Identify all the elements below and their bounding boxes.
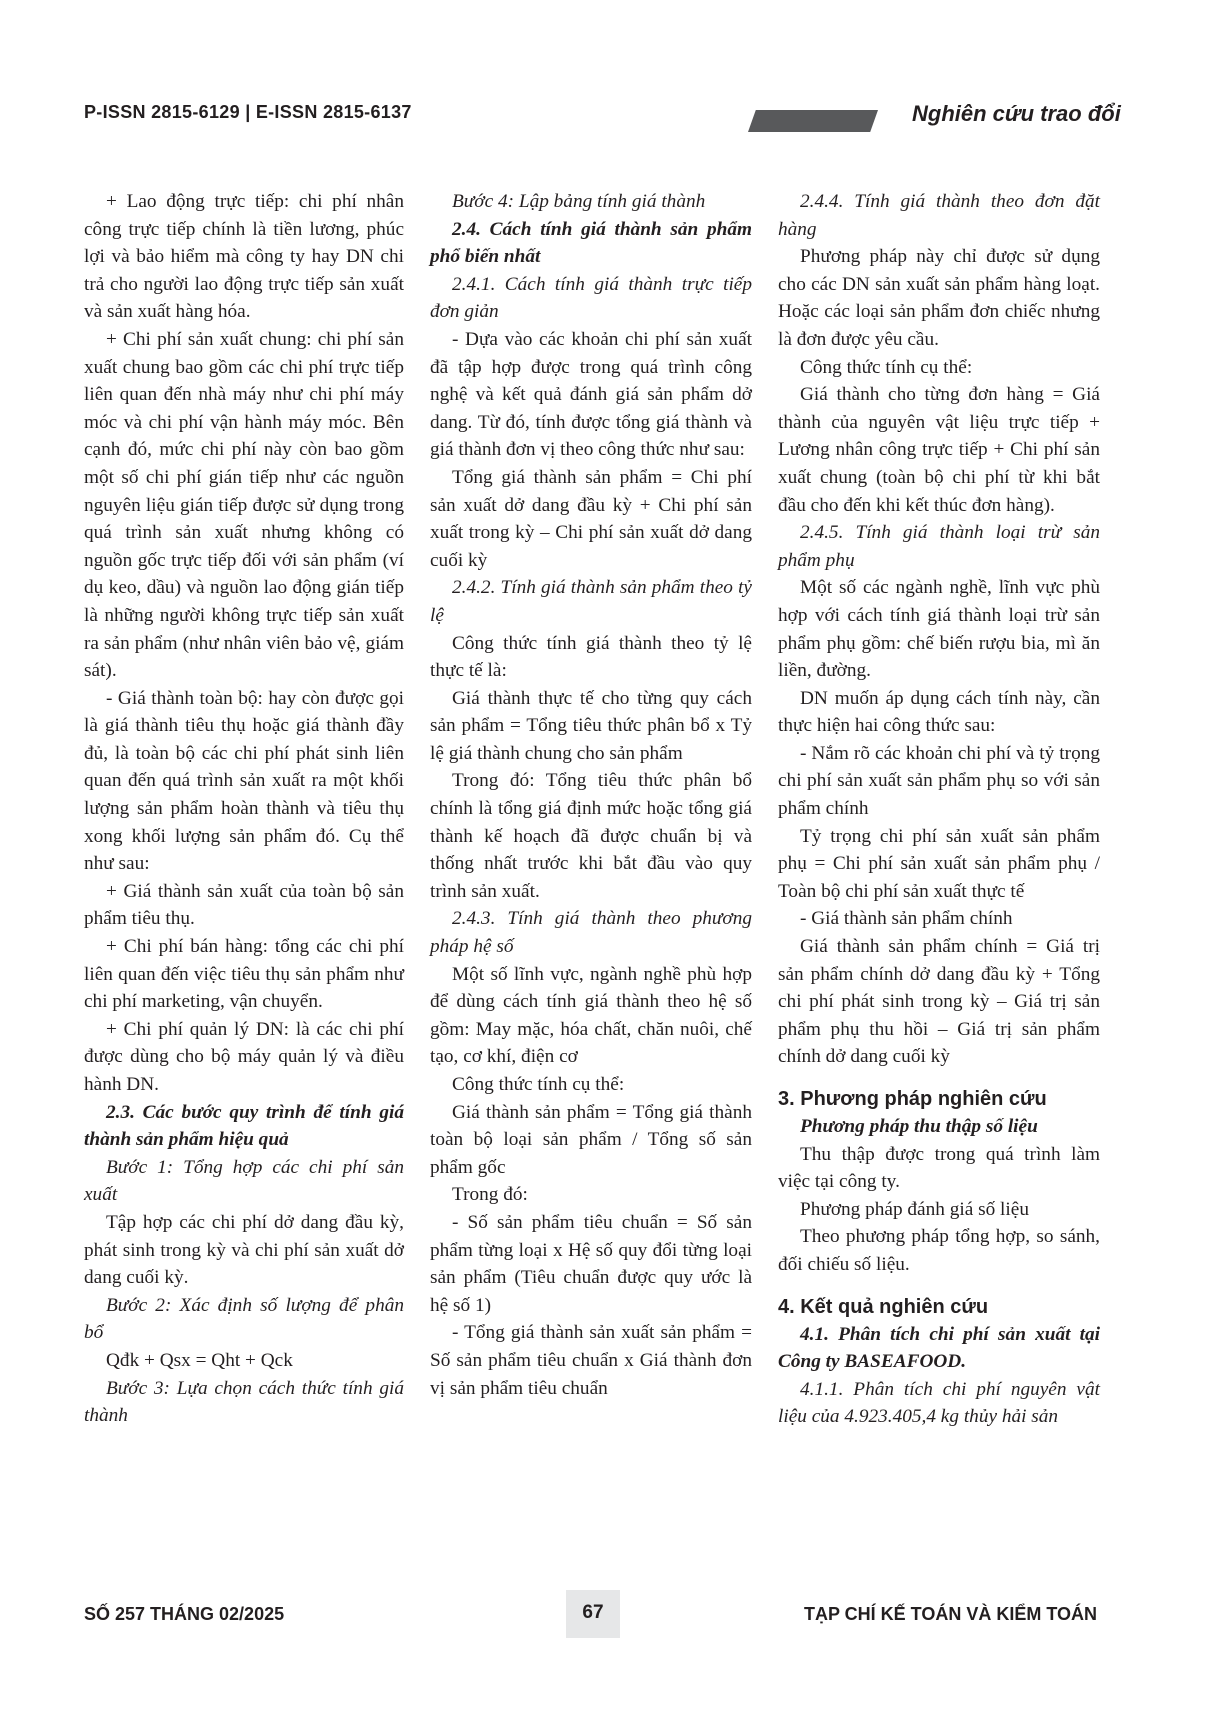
- column-2: [430, 188, 752, 1402]
- subheading-4-1-1: 4.1.1. Phân tích chi phí nguyên vật liệu của 4.923.405,4 kg thủy hải sản: [778, 1378, 1100, 1428]
- formula: Tỷ trọng chi phí sản xuất sản phẩm phụ = Chi phí sản xuất sản phẩm phụ / Toàn bộ chi phí sản xuất thực tế: [778, 825, 1100, 902]
- formula: Qđk + Qsx = Qht + Qck: [106, 1349, 293, 1371]
- paragraph: Công thức tính cụ thể:: [800, 356, 973, 378]
- paragraph: Phương pháp này chỉ được sử dụng cho các DN sản xuất sản phẩm hàng loạt. Hoặc các loại sản phẩm đơn chiếc nhưng là đơn được yêu cầu.: [778, 246, 1100, 350]
- paragraph: Trong đó:: [452, 1184, 528, 1206]
- issue-text: SỐ 257 THÁNG 02/2025: [84, 1604, 285, 1624]
- paragraph: Trong đó: Tổng tiêu thức phân bổ chính là tổng giá định mức hoặc tổng giá thành kế hoạch đã được chuẩn bị và thống nhất trước khi bắt đầu vào quy trình sản xuất.: [430, 770, 752, 902]
- paragraph: Phương pháp đánh giá số liệu: [800, 1198, 1029, 1220]
- step-heading: Bước 2: Xác định số lượng để phân bổ: [84, 1294, 404, 1344]
- page-number: 67: [582, 1602, 604, 1623]
- page-footer: [0, 1590, 1211, 1640]
- step-heading: Bước 4: Lập bảng tính giá thành: [452, 191, 706, 212]
- paragraph: Một số các ngành nghề, lĩnh vực phù hợp với cách tính giá thành loại trừ sản phẩm phụ gồm: chế biến rượu bia, mì ăn liền, đường.: [778, 577, 1100, 682]
- paragraph: + Chi phí bán hàng: tổng các chi phí liên quan đến việc tiêu thụ sản phẩm như chi phí marketing, vận chuyển.: [84, 936, 404, 1013]
- formula: Giá thành cho từng đơn hàng = Giá thành của nguyên vật liệu trực tiếp + Lương nhân công trực tiếp + Chi phí sản xuất chung (toàn bộ chi phí từ khi bắt đầu cho đến khi kết thúc đơn hàng).: [778, 384, 1100, 516]
- subheading-2-4-1: 2.4.1. Cách tính giá thành trực tiếp đơn giản: [430, 273, 752, 323]
- paragraph: Công thức tính giá thành theo tỷ lệ thực tế là:: [430, 632, 752, 682]
- paragraph: - Tổng giá thành sản xuất sản phẩm = Số sản phẩm tiêu chuẩn x Giá thành đơn vị sản phẩm tiêu chuẩn: [430, 1322, 752, 1399]
- subheading-2-4: 2.4. Cách tính giá thành sản phẩm phổ biến nhất: [430, 218, 752, 268]
- journal-name: TẠP CHÍ KẾ TOÁN VÀ KIỂM TOÁN: [804, 1604, 1098, 1624]
- subheading-method-collect: Phương pháp thu thập số liệu: [800, 1116, 1038, 1137]
- subheading-2-3: 2.3. Các bước quy trình để tính giá thành sản phẩm hiệu quả: [84, 1101, 404, 1151]
- formula: Giá thành sản phẩm chính = Giá trị sản phẩm chính dở dang đầu kỳ + Tổng chi phí phát sinh trong kỳ – Giá trị sản phẩm phụ thu hồi – Giá trị sản phẩm chính dở dang cuối kỳ: [778, 936, 1100, 1068]
- subheading-4-1: 4.1. Phân tích chi phí sản xuất tại Công ty BASEAFOOD.: [778, 1323, 1100, 1373]
- paragraph: Theo phương pháp tổng hợp, so sánh, đối chiếu số liệu.: [778, 1226, 1100, 1275]
- issn-text: P-ISSN 2815-6129 | E-ISSN 2815-6137: [84, 102, 412, 122]
- paragraph: - Giá thành sản phẩm chính: [800, 908, 1013, 930]
- paragraph: + Giá thành sản xuất của toàn bộ sản phẩm tiêu thụ.: [84, 880, 404, 930]
- step-heading: Bước 3: Lựa chọn cách thức tính giá thành: [84, 1377, 404, 1427]
- formula: Giá thành sản phẩm = Tổng giá thành toàn bộ loại sản phẩm / Tổng số sản phẩm gốc: [430, 1101, 752, 1178]
- section-heading-3: 3. Phương pháp nghiên cứu: [778, 1088, 1047, 1110]
- section-title: Nghiên cứu trao đổi: [912, 101, 1121, 126]
- formula: Giá thành thực tế cho từng quy cách sản phẩm = Tổng tiêu thức phân bổ x Tỷ lệ giá thành chung cho sản phẩm: [430, 687, 752, 764]
- paragraph: - Số sản phẩm tiêu chuẩn = Số sản phẩm từng loại x Hệ số quy đổi từng loại sản phẩm (Tiêu chuẩn được quy ước là hệ số 1): [430, 1211, 752, 1316]
- paragraph: - Giá thành toàn bộ: hay còn được gọi là giá thành tiêu thụ hoặc giá thành đầy đủ, là toàn bộ các chi phí phát sinh liên quan đến quá trình sản xuất ra một khối lượng sản phẩm hoàn thành và tiêu thụ xong khối lượng sản phẩm đó. Cụ thể như sau:: [84, 687, 404, 875]
- paragraph: - Nắm rõ các khoản chi phí và tỷ trọng chi phí sản xuất sản phẩm phụ so với sản phẩm chính: [778, 742, 1100, 820]
- paragraph: Tập hợp các chi phí dở dang đầu kỳ, phát sinh trong kỳ và chi phí sản xuất dở dang cuối kỳ.: [84, 1211, 404, 1289]
- subheading-2-4-3: 2.4.3. Tính giá thành theo phương pháp hệ số: [430, 908, 752, 958]
- subheading-2-4-2: 2.4.2. Tính giá thành sản phẩm theo tỷ lệ: [430, 577, 752, 626]
- page-number-box: [566, 1590, 620, 1638]
- subheading-2-4-5: 2.4.5. Tính giá thành loại trừ sản phẩm phụ: [778, 522, 1100, 571]
- formula: Tổng giá thành sản phẩm = Chi phí sản xuất dở dang đầu kỳ + Chi phí sản xuất trong kỳ – Chi phí sản xuất dở dang cuối kỳ: [430, 466, 752, 571]
- column-3: [778, 188, 1100, 1431]
- column-1: [84, 188, 404, 1430]
- paragraph: Công thức tính cụ thể:: [452, 1074, 625, 1095]
- step-heading: Bước 1: Tổng hợp các chi phí sản xuất: [84, 1156, 404, 1206]
- header-bar-decoration: [748, 110, 878, 132]
- section-heading-4: 4. Kết quả nghiên cứu: [778, 1295, 989, 1318]
- paragraph: + Lao động trực tiếp: chi phí nhân công trực tiếp chính là tiền lương, phúc lợi và bảo hiểm mà công ty hay DN chi trả cho người lao động trực tiếp sản xuất và sản xuất hàng hóa.: [84, 191, 404, 323]
- paragraph: Thu thập được trong quá trình làm việc tại công ty.: [778, 1143, 1100, 1193]
- page-header: [0, 0, 1211, 150]
- paragraph: - Dựa vào các khoản chi phí sản xuất đã tập hợp được trong quá trình công nghệ và kết quả đánh giá sản phẩm dở dang. Từ đó, tính được tổng giá thành và giá thành đơn vị theo công thức như sau:: [430, 328, 752, 461]
- paragraph: + Chi phí quản lý DN: là các chi phí được dùng cho bộ máy quản lý và điều hành DN.: [84, 1018, 404, 1095]
- subheading-2-4-4: 2.4.4. Tính giá thành theo đơn đặt hàng: [778, 191, 1100, 240]
- paragraph: DN muốn áp dụng cách tính này, cần thực hiện hai công thức sau:: [778, 687, 1100, 737]
- paragraph: Một số lĩnh vực, ngành nghề phù hợp để dùng cách tính giá thành theo hệ số gồm: May mặc, hóa chất, chăn nuôi, chế tạo, cơ khí, điện cơ: [430, 963, 752, 1068]
- paragraph: + Chi phí sản xuất chung: chi phí sản xuất chung bao gồm các chi phí trực tiếp liên quan đến nhà máy như chi phí máy móc và chi phí vận hành máy móc. Bên cạnh đó, mức chi phí này còn bao gồm một số chi phí gián tiếp như các nguồn nguyên liệu gián tiếp được sử dụng trong quá trình sản xuất nhưng không có nguồn gốc trực tiếp đối với sản phẩm (ví dụ keo, dầu) và nguồn lao động gián tiếp là những người không trực tiếp sản xuất ra sản phẩm (như nhân viên bảo vệ, giám sát).: [84, 328, 404, 682]
